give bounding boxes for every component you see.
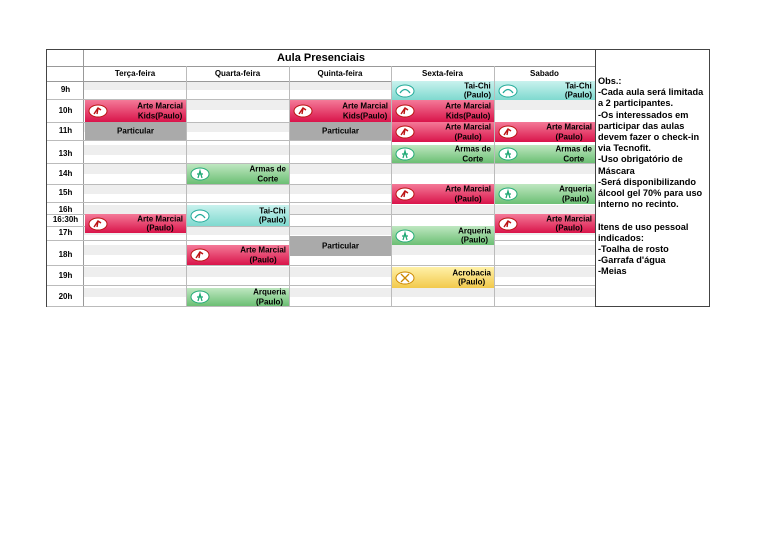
archery-icon: [395, 229, 415, 243]
martial-arts-icon: [395, 125, 415, 139]
archery-icon: [395, 147, 415, 161]
archery-icon: [190, 290, 210, 304]
class-event-line: Arte Marcial: [546, 122, 592, 132]
note-line: -Uso obrigatório de: [598, 154, 683, 165]
class-event-qua-20: [187, 288, 289, 306]
archery-icon: [498, 187, 518, 201]
class-event-sab-13: [495, 145, 595, 163]
class-event-sab-9: [495, 81, 595, 100]
class-event-qua-14: [187, 164, 289, 184]
class-event-qui-17: [290, 236, 391, 256]
martial-arts-icon: [395, 104, 415, 118]
acrobatics-icon: [395, 271, 415, 285]
class-event-line: Armas de: [249, 164, 286, 174]
class-event-line: Corte: [257, 174, 279, 183]
time-label: 9h: [60, 85, 71, 94]
note-line: -Meias: [598, 266, 627, 277]
notes-panel: [596, 49, 710, 307]
row-divider: [47, 265, 595, 266]
day-header: Sexta-feira: [422, 69, 463, 78]
class-event-line: Kids(Paulo): [445, 111, 491, 120]
class-event-line: (Paulo): [561, 194, 590, 203]
martial-arts-icon: [88, 104, 108, 118]
time-label: 15h: [58, 188, 73, 197]
class-event-line: Tai-Chi: [259, 206, 286, 215]
row-stripe: [84, 164, 595, 174]
class-event-label: [458, 226, 491, 245]
day-header: Sabado: [530, 69, 559, 78]
note-line: devem fazer o check-in: [598, 132, 700, 143]
day-header: Quinta-feira: [317, 69, 363, 78]
note-line: álcool gel 70% para uso: [598, 188, 703, 199]
class-event-sex-15: [392, 184, 494, 204]
class-event-label: [137, 102, 183, 121]
class-event-line: Arqueria: [458, 226, 491, 235]
class-event-sex-10: [392, 100, 494, 122]
class-event-line: Acrobacia: [452, 268, 491, 277]
martial-arts-icon: [395, 187, 415, 201]
class-event-line: (Paulo): [463, 90, 491, 100]
note-line: Itens de uso pessoal: [598, 221, 689, 232]
class-event-line: (Paulo): [258, 215, 286, 225]
row-stripe: [84, 267, 595, 277]
class-event-sex-17: [392, 226, 494, 245]
class-event-ter-11: [85, 122, 186, 140]
row-stripe: [84, 277, 595, 288]
day-header: Quarta-feira: [214, 69, 261, 78]
note-line: -Os interessados em: [598, 109, 689, 120]
class-event-label: [445, 123, 491, 142]
class-event-line: Arte Marcial: [137, 101, 183, 111]
tai-chi-icon: [395, 84, 415, 98]
class-event-label: [85, 126, 186, 136]
note-line: -Garrafa d'água: [598, 255, 666, 266]
class-event-line: Arte Marcial: [546, 214, 592, 223]
row-stripe: [84, 288, 595, 297]
class-event-label: [556, 145, 592, 164]
class-event-line: Arte Marcial: [445, 184, 491, 194]
time-label: 18h: [58, 250, 73, 259]
time-label: 20h: [58, 292, 73, 301]
note-line: -Toalha de rosto: [598, 244, 669, 255]
class-event-label: [455, 145, 491, 164]
class-event-line: (Paulo): [146, 223, 174, 233]
class-event-qua-16: [187, 205, 289, 226]
note-line: a 2 participantes.: [598, 98, 674, 109]
class-event-label: [445, 102, 491, 121]
class-event-line: Tai-Chi: [565, 81, 592, 90]
time-label: 13h: [58, 149, 73, 158]
class-event-label: [253, 288, 286, 307]
class-event-line: Kids(Paulo): [342, 111, 388, 120]
class-event-sab-1630: [495, 214, 595, 233]
note-line: indicados:: [598, 232, 644, 243]
time-label: 14h: [58, 169, 73, 178]
class-event-line: Kids(Paulo): [137, 111, 183, 120]
class-event-qua-18: [187, 245, 289, 265]
row-stripe: [84, 297, 595, 306]
martial-arts-icon: [293, 104, 313, 118]
class-event-line: (Paulo): [249, 255, 277, 264]
time-label: 16:30h: [52, 215, 79, 224]
class-event-line: (Paulo): [454, 194, 482, 203]
class-event-sab-11: [495, 122, 595, 142]
note-line: [598, 210, 706, 221]
class-event-ter-1630: [85, 214, 186, 233]
column-divider: [186, 66, 187, 306]
time-label: 17h: [58, 228, 73, 237]
class-event-qui-11: [290, 122, 391, 140]
class-event-line: Arte Marcial: [240, 245, 286, 255]
class-event-line: Particular: [117, 126, 154, 136]
row-divider: [47, 306, 595, 307]
time-label: 10h: [58, 106, 73, 115]
class-event-label: [259, 206, 286, 225]
archery-icon: [190, 167, 210, 181]
class-event-line: Tai-Chi: [464, 81, 491, 90]
note-line: Obs.:: [598, 76, 622, 86]
class-event-label: [250, 165, 286, 184]
class-event-sab-15: [495, 184, 595, 204]
row-divider: [47, 163, 595, 164]
martial-arts-icon: [498, 125, 518, 139]
class-event-label: [559, 185, 592, 204]
tai-chi-icon: [190, 209, 210, 223]
class-event-line: Arqueria: [559, 184, 592, 194]
class-event-line: (Paulo): [564, 90, 592, 100]
class-event-label: [342, 102, 388, 121]
note-line: via Tecnofit.: [598, 143, 651, 154]
note-line: participar das aulas: [598, 120, 685, 131]
class-event-sex-11: [392, 122, 494, 142]
schedule-title: Aula Presenciais: [47, 50, 595, 67]
note-line: interno no recinto.: [598, 199, 679, 210]
note-line: -Será disponibilizando: [598, 176, 697, 187]
class-event-label: [546, 214, 592, 233]
class-event-label: [290, 126, 391, 136]
class-event-line: (Paulo): [454, 132, 482, 141]
class-event-line: Corte: [563, 154, 585, 163]
class-event-line: Arte Marcial: [445, 122, 491, 132]
row-stripe: [84, 174, 595, 184]
class-event-line: Arte Marcial: [445, 101, 491, 111]
schedule-table: [46, 49, 596, 307]
class-event-line: (Paulo): [458, 277, 486, 287]
class-event-label: [290, 241, 391, 251]
class-event-label: [240, 246, 286, 265]
class-event-line: (Paulo): [460, 235, 489, 245]
tai-chi-icon: [498, 84, 518, 98]
row-divider: [47, 285, 595, 286]
archery-icon: [498, 147, 518, 161]
class-event-line: Arqueria: [253, 287, 286, 297]
class-event-label: [137, 214, 183, 233]
class-event-ter-10: [85, 100, 186, 122]
class-event-qui-10: [290, 100, 391, 122]
class-event-sex-13: [392, 145, 494, 163]
class-event-label: [445, 185, 491, 204]
time-label: 16h: [58, 205, 73, 214]
class-event-line: (Paulo): [555, 132, 583, 141]
class-event-label: [565, 81, 592, 100]
time-label: 19h: [58, 271, 73, 280]
class-event-label: [464, 81, 491, 100]
class-event-line: Arte Marcial: [137, 214, 183, 223]
class-event-line: (Paulo): [255, 297, 284, 306]
class-event-line: Particular: [322, 241, 359, 251]
class-event-line: Armas de: [454, 144, 491, 154]
note-line: -Cada aula será limitada: [598, 87, 704, 98]
class-event-sex-9: [392, 81, 494, 100]
day-header: Terça-feira: [114, 69, 156, 78]
note-line: Máscara: [598, 165, 635, 176]
class-event-line: Particular: [322, 126, 359, 136]
class-event-line: Armas de: [555, 144, 592, 154]
martial-arts-icon: [498, 217, 518, 231]
time-label: 11h: [58, 126, 73, 135]
martial-arts-icon: [88, 217, 108, 231]
class-event-label: [546, 123, 592, 142]
class-event-sex-19: [392, 267, 494, 288]
class-event-line: (Paulo): [555, 223, 583, 233]
martial-arts-icon: [190, 248, 210, 262]
row-stripe: [84, 205, 595, 214]
class-event-line: Arte Marcial: [342, 101, 388, 111]
class-event-label: [452, 268, 491, 287]
class-event-line: Corte: [462, 154, 484, 163]
